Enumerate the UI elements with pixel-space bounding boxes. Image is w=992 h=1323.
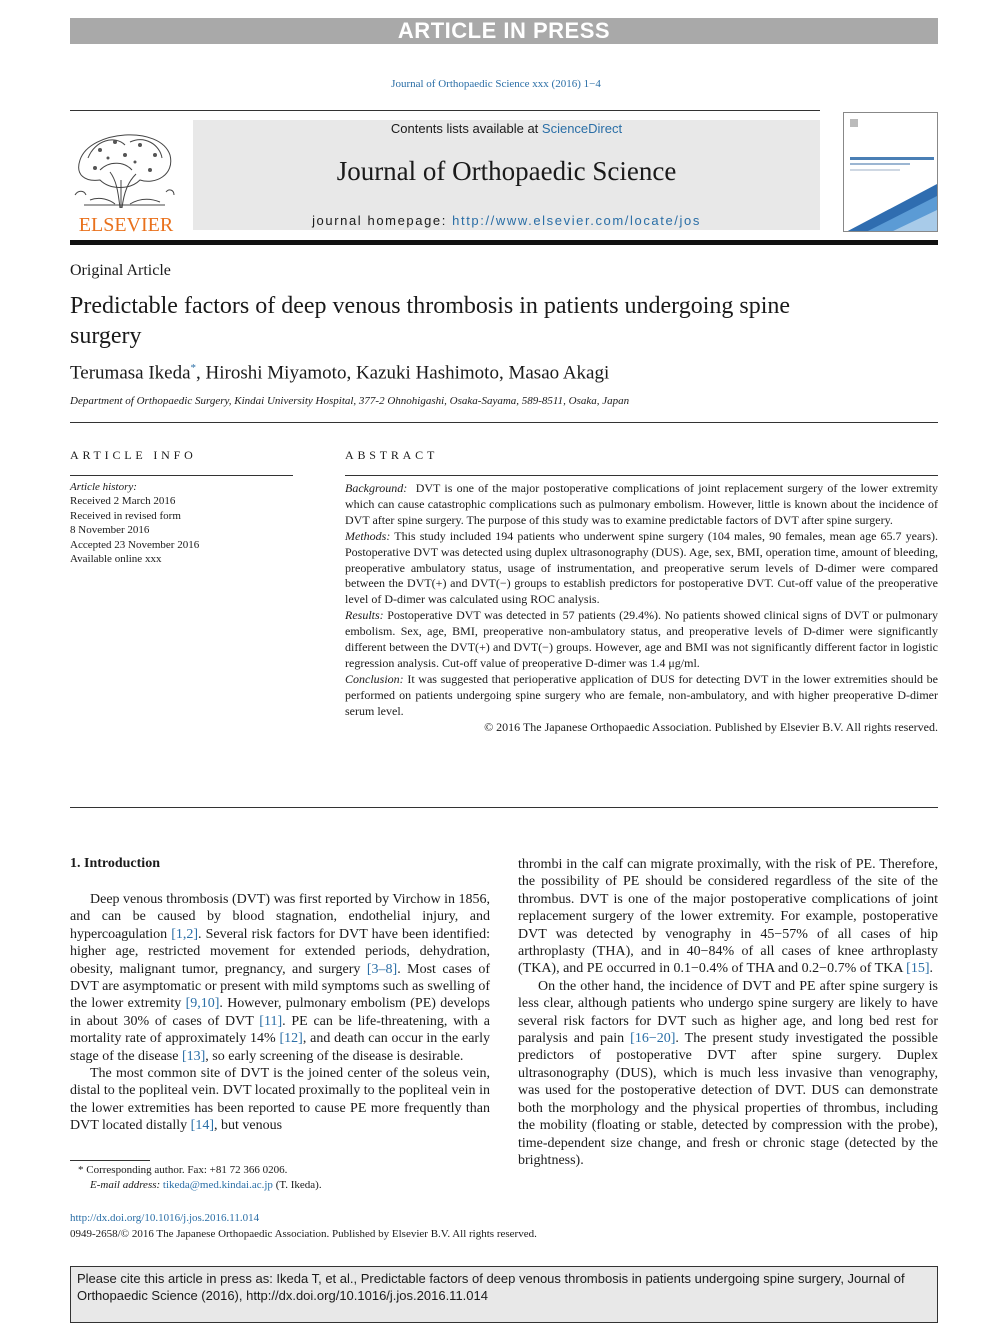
abstract-background <box>345 481 938 529</box>
svg-text:ELSEVIER: ELSEVIER <box>78 214 174 236</box>
abstract-label: Conclusion: <box>345 671 404 686</box>
citation-link[interactable]: [14] <box>190 1118 214 1134</box>
abstract-copyright: © 2016 The Japanese Orthopaedic Association. Published by Elsevier B.V. All rights reserved. <box>484 719 938 734</box>
email-suffix: (T. Ikeda). <box>272 1179 322 1191</box>
history-line: 8 November 2016 <box>70 524 150 537</box>
article-in-press-banner: ARTICLE IN PRESS <box>70 18 938 44</box>
journal-cover-thumbnail[interactable] <box>843 112 938 232</box>
body-text: Deep venous thrombosis (DVT) was first reported by Virchow in 1856, and can be caused by blood stagnation, endothelial injury, and hypercoagulation <box>70 892 490 942</box>
article-info-heading: ARTICLE INFO <box>70 448 197 462</box>
abstract-results <box>345 608 938 672</box>
citation-link[interactable]: [3–8] <box>366 961 398 977</box>
issn-line: 0949-2658/© 2016 The Japanese Orthopaedic Association. Published by Elsevier B.V. All rights reserved. <box>70 1228 537 1240</box>
history-label: Article history: <box>70 481 137 493</box>
section-heading-introduction: 1. Introduction <box>70 856 160 871</box>
article-history <box>70 480 199 566</box>
citation-link[interactable]: [16−20] <box>630 1031 676 1047</box>
abstract-label: Methods: <box>345 528 391 543</box>
elsevier-logo <box>70 120 182 238</box>
abstract-heading: ABSTRACT <box>345 448 439 462</box>
author-separator: , <box>498 362 509 384</box>
author-name: Terumasa Ikeda <box>70 362 191 384</box>
author-separator: , <box>346 362 356 384</box>
footnote <box>70 1163 490 1193</box>
title-block-rule <box>70 422 938 423</box>
body-text: . PE can be life-threatening, with a mortality rate of approximately 14% <box>70 1013 490 1047</box>
article-title: Predictable factors of deep venous thrombosis in patients undergoing spine surgery <box>70 293 791 349</box>
history-line: Received 2 March 2016 <box>70 495 176 508</box>
email-label: E-mail address: <box>90 1179 163 1191</box>
journal-homepage-line <box>193 213 820 228</box>
citation-box: Please cite this article in press as: Ikeda T, et al., Predictable factors of deep venous thrombosis in patients undergoing spine surgery, Journal of Orthopaedic Science (2016), http://dx.doi.org/10.1016/j.jos.2016.11.014 <box>70 1266 938 1323</box>
header-thick-rule <box>70 240 938 245</box>
author-separator: , <box>196 362 206 384</box>
body-text: . Most cases of DVT are asymptomatic or present with mild symptoms such as swelling of the lower extremity <box>70 961 490 1012</box>
header-top-rule <box>70 110 820 111</box>
corresponding-author-note: * Corresponding author. Fax: +81 72 366 0206. <box>78 1164 288 1176</box>
abstract-conclusion <box>345 672 938 720</box>
journal-cover-image <box>844 113 938 232</box>
body-text: , but venous <box>214 1118 283 1134</box>
history-line: Accepted 23 November 2016 <box>70 538 200 551</box>
body-text: On the other hand, the incidence of DVT and PE after spine surgery is less clear, although patients who undergo spine surgery are likely to have several risk factors for DVT such as higher age, and long bed rest for paralysis and pain <box>518 978 938 1047</box>
abstract-bottom-rule <box>70 807 938 808</box>
contents-prefix: Contents lists available at <box>390 121 542 136</box>
email-link[interactable]: tikeda@med.kindai.ac.jp <box>162 1179 273 1191</box>
journal-reference-link[interactable]: Journal of Orthopaedic Science xxx (2016) 1−4 <box>391 78 601 90</box>
doi-link[interactable]: http://dx.doi.org/10.1016/j.jos.2016.11.014 <box>70 1212 260 1224</box>
article-type: Original Article <box>70 262 171 279</box>
body-text: . However, pulmonary embolism (PE) develops in about 30% of cases of DVT <box>70 996 490 1029</box>
journal-title: Journal of Orthopaedic Science <box>336 156 677 186</box>
body-paragraph <box>70 1065 490 1135</box>
citation-link[interactable]: [13] <box>181 1048 206 1064</box>
citation-link[interactable]: [11] <box>259 1013 283 1029</box>
contents-line <box>193 121 820 136</box>
abstract-label: Background: <box>345 481 408 495</box>
citation-link[interactable]: [1,2] <box>171 926 199 942</box>
body-paragraph <box>518 978 938 1169</box>
abstract-text: Postoperative DVT was detected in 57 patients (29.4%). No patients showed clinical signs of DVT or pulmonary embolism. Sex, age, BMI, preoperative non-ambulatory status, and preoperative levels of D-dimer were significantly different between the DVT(+) and DVT(−) groups. However, age and BMI was not significantly different factor in logistic regression analysis. Cut-off value of preoperative D-dimer was 1.4 μg/ml. <box>345 608 938 670</box>
body-text: The most common site of DVT is the joined center of the soleus vein, distal to the popliteal vein. DVT located proximally to the popliteal vein in the lower extremities has been reported to cause PE more frequently than DVT located distally <box>70 1066 490 1134</box>
citation-link[interactable]: [15] <box>906 961 930 977</box>
sciencedirect-link[interactable]: ScienceDirect <box>541 121 623 136</box>
email-note <box>70 1178 490 1193</box>
body-paragraph <box>70 891 490 1065</box>
doi-block <box>70 1210 537 1242</box>
history-line: Received in revised form <box>70 509 181 522</box>
affiliation: Department of Orthopaedic Surgery, Kindai University Hospital, 377-2 Ohnohigashi, Osaka-Sayama, 589-8511, Osaka, Japan <box>70 395 630 407</box>
abstract-text: This study included 194 patients who underwent spine surgery (104 males, 90 females, mean age 65.7 years). Postoperative DVT was detected using duplex ultrasonography (DUS). Age, sex, BMI, operation time, amount of bleeding, preoperative ambulatory status, usage of instrumentation, and preoperative serum levels of D-dimer were compared between the DVT(+) and DVT(−) groups to establish predictors for postoperative DVT. Cut-off value of the preoperative level of D-dimer was calculated using ROC analysis. <box>345 528 938 607</box>
article-info-rule <box>70 475 293 476</box>
corresponding-author-mark[interactable]: * <box>190 362 197 374</box>
body-text: thrombi in the calf can migrate proximally, with the risk of PE. Therefore, the possibility of PE should be considered regardless of the site of the thrombus. DVT is one of the major postoperative complications of joint replacement surgery of the lower extremity. For example, postoperative DVT was detected by venography in 45−57% of all cases of hip arthroplasty (THA), and in 40−84% of all cases of knee arthroplasty (TKA), and PE occurred in 0.1−0.4% of THA and 0.2−0.7% of TKA <box>518 857 938 977</box>
body-text: , so early screening of the disease is desirable. <box>205 1048 464 1064</box>
abstract-text: It was suggested that perioperative application of DUS for detecting DVT in the lower extremities should be performed on patients undergoing spine surgery who are female, non-ambulatory, and with higher preoperative D-dimer serum level. <box>345 671 939 718</box>
citation-link[interactable]: [9,10] <box>185 996 220 1012</box>
body-right-column <box>518 856 938 1169</box>
abstract-text: DVT is one of the major postoperative complications of joint replacement surgery of the lower extremity which can cause catastrophic complications such as pulmonary embolism. However, little is known about the incidence of DVT after spine surgery. The purpose of this study was to examine predictable factors of DVT after spine surgery. <box>345 481 939 527</box>
abstract-body <box>345 481 938 736</box>
body-text: . <box>929 961 933 977</box>
author-name: Hiroshi Miyamoto <box>205 362 347 384</box>
citation-link[interactable]: [12] <box>279 1031 303 1047</box>
body-text: . The present study investigated the possible predictors of postoperative DVT after spine surgery. Duplex ultrasonography (DUS), which is much less invasive than venography, was used for the postoperative detection of DVT. DUS can demonstrate both the morphology and the physical properties of thrombus, including the mobility (floating or stable, detected by compression with the probe), time-dependent size change, and fresh or chronic stage (detected by the brightness). <box>518 1031 938 1168</box>
homepage-prefix: journal homepage: <box>312 213 453 228</box>
abstract-methods <box>345 529 938 609</box>
body-text: . Several risk factors for DVT have been identified: higher age, restricted movement for extended periods, dehydration, obesity, malignant tumor, pregnancy, and surgery <box>70 926 491 977</box>
author-name: Kazuki Hashimoto <box>355 362 499 384</box>
body-left-column <box>70 891 490 1135</box>
homepage-link[interactable]: http://www.elsevier.com/locate/jos <box>452 213 701 228</box>
author-name: Masao Akagi <box>508 362 610 384</box>
history-line: Available online xxx <box>70 553 162 566</box>
abstract-label: Results: <box>345 608 384 623</box>
abstract-rule <box>345 475 938 476</box>
body-paragraph <box>518 856 938 978</box>
footnote-rule <box>70 1160 150 1161</box>
elsevier-tree-icon <box>70 120 182 238</box>
body-text: , and death can occur in the early stage of the disease <box>70 1031 490 1064</box>
author-list <box>70 362 609 384</box>
